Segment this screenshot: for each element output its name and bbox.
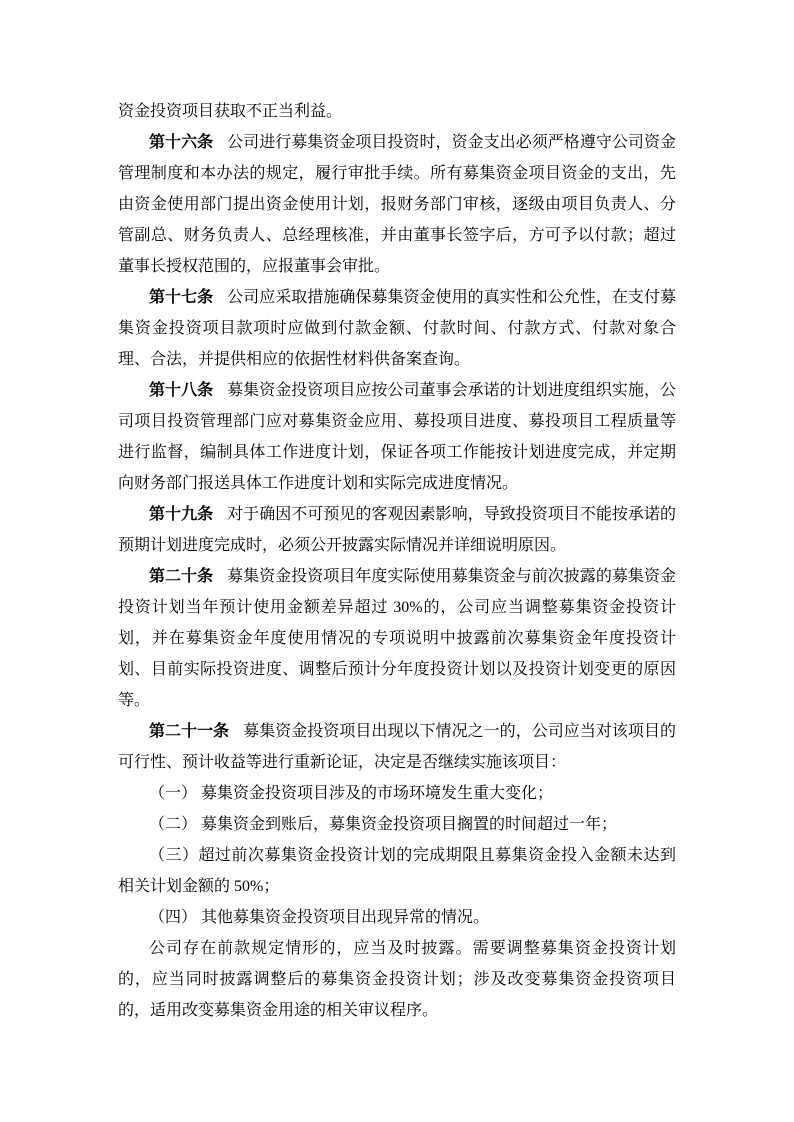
article-number: 第十八条: [149, 382, 214, 399]
article-number: 第二十条: [149, 568, 214, 585]
paragraph: [118, 840, 676, 902]
article-number: 第二十一条: [149, 723, 230, 740]
paragraph-text: 募集资金投资项目年度实际使用募集资金与前次披露的募集资金投资计划当年预计使用金额差异超过 30%的，公司应当调整募集资金投资计划，并在募集资金年度使用情况的专项说明中披露前次募集资金年度投资计划、目前实际投资进度、调整后预计分年度投资计划以及投资计划变更的原因等。: [118, 568, 676, 709]
paragraph-text: 资金投资项目获取不正当利益。: [118, 103, 343, 120]
paragraph-text: 募集资金投资项目应按公司董事会承诺的计划进度组织实施，公司项目投资管理部门应对募集资金应用、募投项目进度、募投项目工程质量等进行监督，编制具体工作进度计划，保证各项工作能按计划进度完成，并定期向财务部门报送具体工作进度计划和实际完成进度情况。: [118, 382, 676, 492]
paragraph: [118, 499, 676, 561]
paragraph: [118, 933, 676, 1026]
paragraph-text: 公司存在前款规定情形的，应当及时披露。需要调整募集资金投资计划的，应当同时披露调整后的募集资金投资计划；涉及改变募集资金投资项目的，适用改变募集资金用途的相关审议程序。: [118, 940, 676, 1019]
article-number: 第十九条: [149, 506, 214, 523]
paragraph: [118, 96, 676, 127]
article-number: 第十六条: [149, 134, 214, 151]
paragraph-text: 募集资金投资项目出现以下情况之一的，公司应当对该项目的可行性、预计收益等进行重新论证，决定是否继续实施该项目：: [118, 723, 676, 771]
paragraph: [118, 902, 676, 933]
paragraph-text: 公司进行募集资金项目投资时，资金支出必须严格遵守公司资金管理制度和本办法的规定，履行审批手续。所有募集资金项目资金的支出，先由资金使用部门提出资金使用计划，报财务部门审核，逐级由项目负责人、分管副总、财务负责人、总经理核准，并由董事长签字后，方可予以付款；超过董事长授权范围的，应报董事会审批。: [118, 134, 676, 275]
paragraph: [118, 716, 676, 778]
paragraph-text: 对于确因不可预见的客观因素影响，导致投资项目不能按承诺的预期计划进度完成时，必须公开披露实际情况并详细说明原因。: [118, 506, 676, 554]
paragraph-text: （二） 募集资金到账后，募集资金投资项目搁置的时间超过一年；: [149, 816, 618, 833]
paragraph: [118, 282, 676, 375]
paragraph: [118, 561, 676, 716]
paragraph: [118, 375, 676, 499]
article-number: 第十七条: [149, 289, 214, 306]
paragraph-text: 公司应采取措施确保募集资金使用的真实性和公允性，在支付募集资金投资项目款项时应做到付款金额、付款时间、付款方式、付款对象合理、合法，并提供相应的依据性材料供备案查询。: [118, 289, 676, 368]
paragraph: [118, 809, 676, 840]
paragraph-text: （四） 其他募集资金投资项目出现异常的情况。: [149, 909, 490, 926]
paragraph: [118, 127, 676, 282]
paragraph: [118, 778, 676, 809]
paragraph-text: （三）超过前次募集资金投资计划的完成期限且募集资金投入金额未达到相关计划金额的 50%；: [118, 847, 676, 895]
text-block: [118, 96, 676, 1026]
paragraph-text: （一） 募集资金投资项目涉及的市场环境发生重大变化；: [149, 785, 554, 802]
